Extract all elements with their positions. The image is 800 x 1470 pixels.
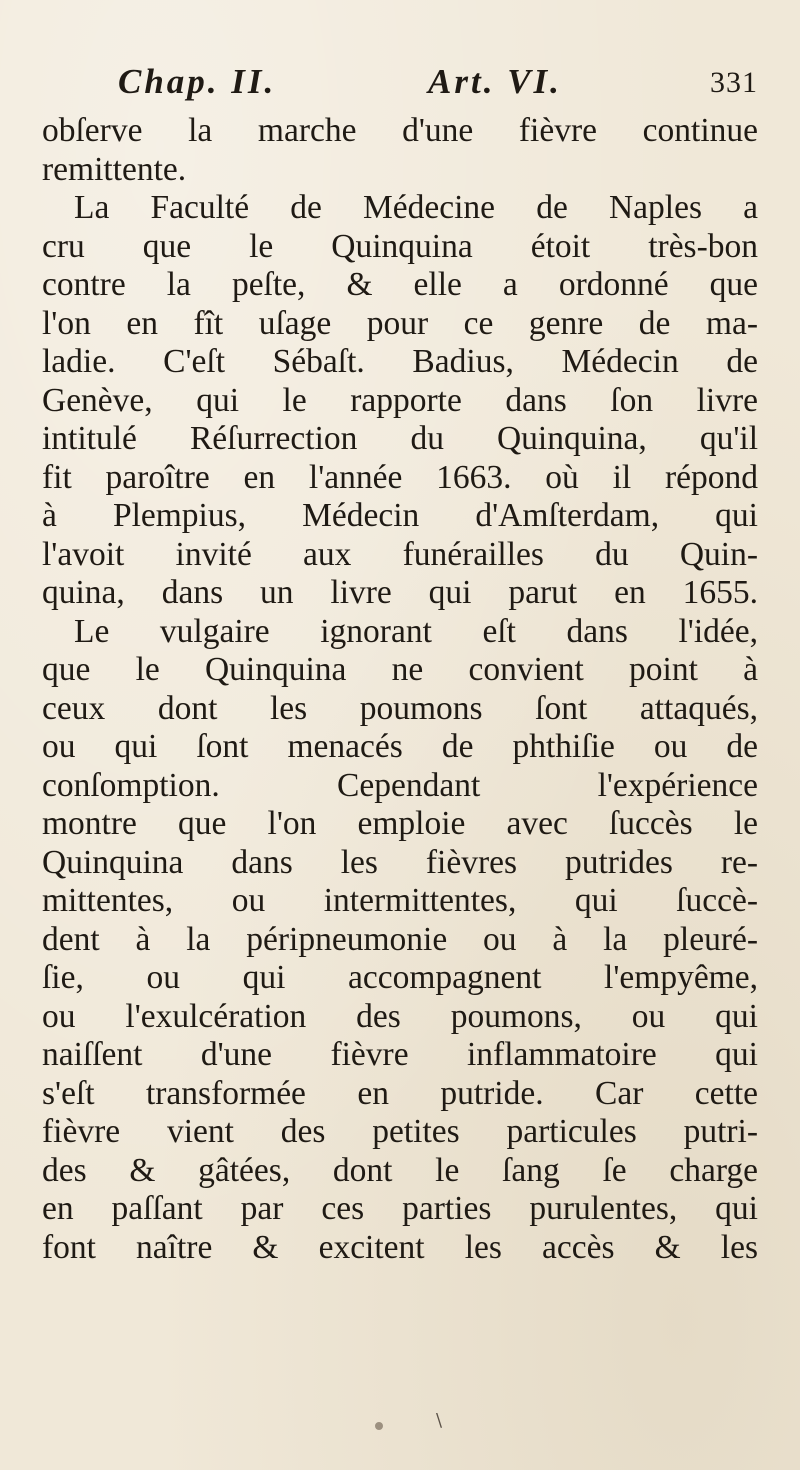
text-line: Genève, qui le rapporte dans ſon livre: [42, 381, 758, 419]
text-line: dent à la péripneumonie ou à la pleuré-: [42, 920, 758, 958]
text-line: s'eſt transformée en putride. Car cette: [42, 1074, 758, 1112]
running-header: [118, 62, 758, 112]
text-line: l'on en fît uſage pour ce genre de ma-: [42, 304, 758, 342]
text-line: obſerve la marche d'une fièvre continue: [42, 112, 758, 149]
chapter-label: Chap. II.: [118, 62, 277, 101]
text-line: l'avoit invité aux funérailles du Quin-: [42, 535, 758, 573]
article-label: Art. VI.: [428, 62, 562, 101]
text-line: contre la peſte, & elle a ordonné que: [42, 266, 758, 303]
text-line: remittente.: [42, 150, 187, 188]
text-line: cru que le Quinquina étoit très-bon: [42, 227, 758, 265]
text-line: conſomption. Cependant l'expérience: [42, 766, 758, 804]
text-line: naiſſent d'une fièvre inflammatoire qui: [42, 1036, 758, 1073]
page-number: 331: [710, 66, 758, 99]
text-line: La Faculté de Médecine de Naples a: [74, 189, 758, 226]
text-line: à Plempius, Médecin d'Amſterdam, qui: [42, 497, 758, 534]
text-line: intitulé Réſurrection du Quinquina, qu'il: [42, 420, 758, 457]
text-line: quina, dans un livre qui parut en 1655.: [42, 574, 758, 611]
text-line: en paſſant par ces parties purulentes, qui: [42, 1190, 758, 1227]
page-body: [42, 112, 758, 1267]
text-line: ou qui ſont menacés de phthiſie ou de: [42, 728, 758, 765]
text-line: des & gâtées, dont le ſang ſe charge: [42, 1151, 758, 1189]
ink-speck: [375, 1422, 383, 1430]
text-line: font naître & excitent les accès & les: [42, 1228, 758, 1266]
text-line: Le vulgaire ignorant eſt dans l'idée,: [74, 612, 758, 650]
text-line: montre que l'on emploie avec ſuccès le: [42, 805, 758, 842]
text-line: que le Quinquina ne convient point à: [42, 651, 758, 688]
text-line: ladie. C'eſt Sébaſt. Badius, Médecin de: [42, 343, 758, 380]
text-line: ou l'exulcération des poumons, ou qui: [42, 997, 758, 1035]
text-line: ſie, ou qui accompagnent l'empyême,: [42, 959, 758, 996]
signature-mark: \: [436, 1410, 443, 1431]
text-line: fièvre vient des petites particules putri-: [42, 1113, 758, 1150]
text-line: Quinquina dans les fièvres putrides re-: [42, 843, 758, 881]
text-line: mittentes, ou intermittentes, qui ſuccè-: [42, 882, 758, 919]
text-line: fit paroître en l'année 1663. où il répond: [42, 458, 758, 496]
text-line: ceux dont les poumons ſont attaqués,: [42, 689, 758, 727]
